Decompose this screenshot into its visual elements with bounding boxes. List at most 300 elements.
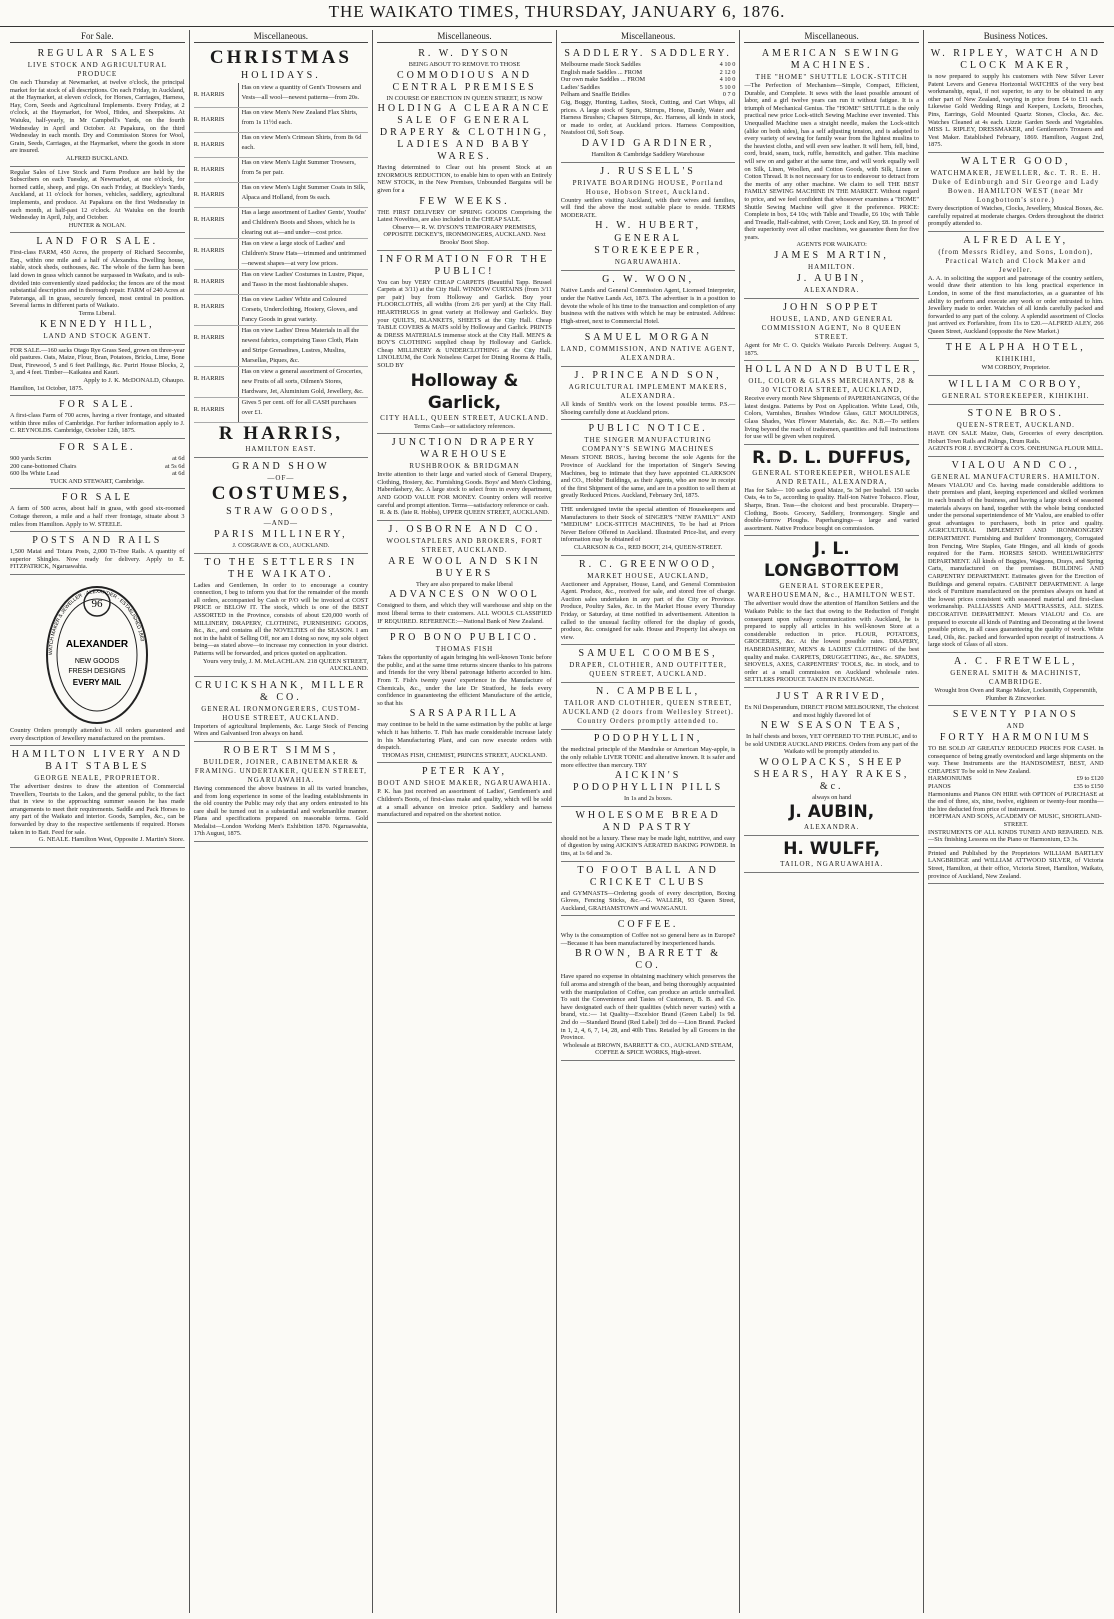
ad-subheading: THOMAS FISH <box>435 645 494 654</box>
ad-campbell <box>561 683 736 730</box>
ad-body: Every description of Watches, Clocks, Jewellery, Musical Boxes, &c. carefully repaired at moderate charges. Orders throughout the district promptly attended to. <box>927 204 1104 228</box>
ad-body: Wrought Iron Oven and Range Maker, Locksmith, Coppersmith, Plumber & Zincworker. <box>934 686 1098 702</box>
price-row <box>10 470 185 478</box>
ad-body: The advertiser would draw the attention of Hamilton Settlers and the Waikato Public to the fact that owing to the Reduction of Freight consequent upon railway communication with Auckland, he is prepared to supply all articles in his well-known Store at a considerable reduction in price. FLOUR, POTATOES, GROCERIES, &c. At the lowest possible rates. DRAPERY, HABERDASHERY, MEN'S & LADIES' CLOTHING of the best quality and make. CARPETS, DRUGGETTING, &c., &c. SPADES, SHOVELS, AXES, CARPENTERS' TOOLS, &c. in stock, and to order at a small commission on Auckland wholesale rates. SETTLERS PRODUCE TAKEN IN EXCHANGE. <box>744 600 919 684</box>
ad-longbottom <box>744 536 919 688</box>
ad-body: Having determined to Clear out his present Stock at an ENORMOUS REDUCTION, to enable him to open with an Entirely NEW STOCK, in the New Premises, Unbounded Bargains will be given for a <box>377 164 552 194</box>
ad-subheading: GENERAL STOREKEEPER, WHOLESALE AND RETAIL, ALEXANDRA, <box>752 468 912 486</box>
ad-heading: KENNEDY HILL, <box>39 318 155 330</box>
ad-body: AGENTS FOR J. BYCROFT & CO'S. ONEHUNGA FLOUR MILL. <box>928 445 1104 453</box>
ad-body: A farm of 500 acres, about half in grass, with good six-roomed Cottage thereon, a mile and a half river frontage, situate about 3 miles from Hamilton. Apply to W. STEELE. <box>10 505 185 528</box>
ad-osborne <box>377 521 552 629</box>
emblem-name: ALEXANDER <box>66 638 129 650</box>
harris-item: Has on view Men's Crimean Shirts, from 8s 6d each. <box>238 133 369 157</box>
ad-russell <box>561 163 736 272</box>
ad-subheading: WATCHMAKER, JEWELLER, &c. T. R. E. H. Duke of Edinburgh and Sir George and Lady Bowen. HAMILTON WEST (near Mr Longbottom's store.) <box>930 168 1102 204</box>
price-row <box>10 455 185 463</box>
ad-saddlery <box>561 45 736 163</box>
ad-subheading: FORTY HARMONIUMS <box>939 732 1092 744</box>
ad-body: Ex Nil Desperandum, DIRECT FROM MELBOURNE, The choicest and most highly flavored lot of <box>744 703 919 719</box>
ad-heading: H. WULFF, <box>783 839 881 860</box>
ad-subheading: HOLIDAYS. <box>241 70 321 81</box>
ad-heading: POSTS AND RAILS <box>32 535 163 547</box>
ad-line: BEING ABOUT TO REMOVE TO THOSE <box>408 61 521 68</box>
watch-emblem-icon <box>10 577 185 727</box>
ad-divider-text: —AND— <box>263 519 298 527</box>
price-row <box>10 463 185 471</box>
ad-signature: G. NEALE. Hamilton West, Opposite J. Martin's Store. <box>38 836 185 844</box>
ad-heading: TO THE SETTLERS IN THE WAIKATO. <box>204 556 358 580</box>
ad-line: SARSAPARILLA <box>409 708 520 720</box>
ad-body: Why is the consumption of Coffee not so general here as in Europe?—Because it has been manufactured by inexperienced hands. <box>560 932 736 947</box>
ad-signature: WM CORBOY, Proprietor. <box>981 364 1050 372</box>
imprint-text: Printed and Published by the Proprietors WILLIAM BARTLEY LANGBRIDGE and WILLIAM ATTWOOD SILVER, of Victoria Street, Hamilton, at their office, Victoria Street, Hamilton, Waikato, province of Auckland, New Zealand. <box>927 849 1104 880</box>
ad-signature: DAVID GARDINER, <box>581 137 715 149</box>
harris-item: Has a large assortment of Ladies' Gents', Youths' and Children's Boots and Shoes, which he is clearing out at—and under—cost price. <box>238 208 369 238</box>
ad-heading: GENERAL STOREKEEPER, <box>594 233 702 257</box>
column-for-sale <box>6 30 190 1613</box>
ad-body: A first-class Farm of 700 acres, having a river frontage, and situated within three miles of Cambridge. For further information apply to J. C. REYNOLDS. Cambridge, October 12th, 1875. <box>10 412 185 435</box>
ad-heading: TO FOOT BALL AND CRICKET CLUBS <box>577 864 719 888</box>
ad-coombes <box>561 645 736 683</box>
ad-subheading: LAND AND STOCK AGENT. <box>43 331 152 340</box>
ad-signature: HOFFMAN AND SONS, ACADEMY OF MUSIC, SHORTLAND-STREET. <box>929 813 1102 829</box>
ad-body: A. A. in soliciting the support and patronage of the country settlers, would draw their attention to his long practical experience in London, in some of the first manufactories, as a guarantee of his ability to perform and execute any work or order entrusted to him. Jewellery made to order. Watches of all kinds carefully packed and forwarded to any part of the colony. A splendid assortment of Clocks just arrived ex Forfarshire, from 11s to £20.—ALFRED ALEY, 266 Queen Street, Auckland (opposite the New Market.) <box>927 274 1104 335</box>
price-row <box>928 775 1104 783</box>
ad-livery-stables <box>10 746 185 848</box>
ad-body: INSTRUMENTS OF ALL KINDS TUNED AND REPAIRED. N.B.—Six finishing Lessons on the Piano or Harmonium, £3 3s. <box>927 828 1104 844</box>
agent-town: HAMILTON. <box>808 263 856 272</box>
ad-body: In half chests and boxes, YET OFFERED TO THE PUBLIC, and to be sold UNDER AUCKLAND PRICES. Orders from any part of the Waikato will be promptly attended to. <box>745 733 919 756</box>
column-business-notices <box>924 30 1108 1613</box>
ad-posts-rails <box>10 532 185 575</box>
ad-body: Having commenced the above business in all its varied branches, and from long experience in some of the leading establishments in the old country the Public may rely that any orders entrusted to his care shall be turned out in a substantial and workmanlike manner. Plans and specifications prepared on reasonable terms. Gold Medalist—London Working Men's Exhibition 1870. Ngaruawahia, 17th August, 1875. <box>193 784 369 838</box>
ad-subheading: DRAPER, CLOTHIER, AND OUTFITTER, QUEEN STREET, AUCKLAND. <box>569 661 727 679</box>
ad-subheading: HOUSE, LAND, AND GENERAL COMMISSION AGENT, No 8 QUEEN STREET. <box>761 315 902 342</box>
ad-subheading: (from Messrs Ridley, and Sons, London), Practical Watch and Clock Maker and Jeweller. <box>938 247 1094 274</box>
ad-stone-bros <box>928 405 1104 457</box>
ad-duffus <box>744 445 919 537</box>
price-row <box>561 61 736 69</box>
ad-body: Takes the opportunity of again bringing his well-known Tonic before the public, and at the same time returns sincere thanks to his patrons and friends for the very liberal patronage hitherto accorded to him. From T. Fish's twenty years' experience in the Manufacture of Chemicals, &c., under the late Dr Stratford, he feels every confidence in guaranteeing the efficient Manufacture of the article, so that his <box>377 654 552 707</box>
ad-subheading: In 1s and 2s boxes. <box>624 795 673 803</box>
ad-subheading: OIL, COLOR & GLASS MERCHANTS, 28 & 30 VICTORIA STREET, AUCKLAND, <box>748 377 915 395</box>
harris-item: Has on view Men's Light Summer Trowsers, from 5s per pair. <box>238 158 369 182</box>
ad-heading: PUBLIC NOTICE. <box>588 423 708 435</box>
ad-body: Ladies and Gentlemen, In order to to encourage a country connection, I beg to inform you that for the remainder of the month all orders, accompanied by Cash or P/O will be invoiced at COST PRICE or BELOW IT. The stock, which is one of the BEST ASSORTED in the Province, consists of about £20,000 worth of MILLINERY, DRAPERY, CLOTHING, FURNISHING GOODS, &c., &c., and contains all the NOVELTIES of the SEASON. I am not in the habit of Selling Off, nor am I doing so now, my sole object being—as stated above—to increase my connection in your district. Patterns will be forwarded, and prices quoted on application. <box>193 581 369 657</box>
agent-town: ALEXANDRA. <box>804 286 860 295</box>
harris-item: Has on view a large stock of Ladies' and Children's Straw Hats—trimmed and untrimmed—newest shapes—at very low prices. <box>238 239 369 269</box>
ad-line: IN COURSE OF ERECTION IN QUEEN STREET, IS NOW <box>386 94 543 102</box>
ad-podophyllin <box>561 730 736 806</box>
price: at 5s 6d <box>165 462 185 470</box>
ad-ripley <box>928 45 1104 153</box>
item: 200 cane-bottomed Chairs <box>10 462 77 470</box>
column-heading: Business Notices. <box>928 30 1104 43</box>
agent-name: J. AUBIN, <box>796 273 867 285</box>
column-misc-5 <box>740 30 924 1613</box>
ad-subheading: TAILOR AND CLOTHIER, QUEEN STREET, AUCKLAND (2 doors from Wellesley Street). Country Orders promptly attended to. <box>562 699 734 726</box>
ad-subheading: THE SINGER MANUFACTURING COMPANY'S SEWING MACHINES <box>582 436 714 454</box>
ad-heading: J. OSBORNE AND CO. <box>388 523 541 535</box>
ad-samuel-morgan <box>561 329 736 367</box>
harris-row <box>194 367 369 398</box>
ad-divider-text: AND <box>1006 722 1025 731</box>
ad-body: may continue to be held in the same estimation by the public at large which it has hitherto. T. Fish has made considerable increase lately in his Manufacturing Plant, and can now execute orders with despatch. <box>377 721 552 752</box>
ad-body: On each Thursday at Newmarket, at twelve o'clock, the principal market for fat stock of all descriptions. On each Friday, in Auckland, at the Haymarket, at eleven o'clock, for Horses, Carriages, Harness, Hay, Corn, Seeds and Agricultural Implements. Every Friday, at 2 o'clock, at the Haymarket, for Wool, Hides, and Sheepskins. At Waiuku, half-yearly, in Mr Campbell's Yards, on the fourth Wednesday in April and October. At Papakura, on the third Wednesday in each month. Dry and Commission Stores for Wool, Grain, Seeds, Carriages, at the Haymarket, where the goods in store are insured. <box>10 79 185 155</box>
ad-subheading: GENERAL MANUFACTURERS. HAMILTON. <box>931 472 1101 481</box>
ad-body: should not be a luxury. These may be made light, nutritive, and easy of digestion by using AICKIN'S AERATED BAKING POWDER. In tins, at 1s 6d and 3s. <box>560 834 736 857</box>
harris-list <box>194 83 369 423</box>
ad-woon <box>561 271 736 329</box>
ad-peter-kay <box>377 763 552 822</box>
ad-body: Agent for Mr C. O. Quick's Waikato Parcels Delivery. August 5, 1875. <box>744 342 919 357</box>
ad-body: Has for Sale— 100 sacks good Maize, 5s 3d per bushel. 150 sacks Oats, 4s to 5s, according to quality. Half-ton Native Tobacco. Flour, Sharps, Bran. Teas—the choicest and best procurable. Drapery—Clothing, Boots. Grocery, Saddlery, Ironmongery. Single and double-furrow Ploughs. Paperhangings—a large and varied assortment. Native Produce bought on commission. <box>744 486 919 532</box>
column-heading: Miscellaneous. <box>561 30 736 43</box>
ad-public-notice <box>561 420 736 504</box>
ad-signature: THOMAS FISH, CHEMIST, PRINCES STREET, AUCKLAND. <box>381 751 548 759</box>
ad-subheading: GENERAL STOREKEEPER, KIHIKIHI. <box>942 392 1090 401</box>
harris-item: Has on view Ladies' White and Coloured Corsets, Underclothing, Hosiery, Gloves, and Fancy Goods in great variety. <box>238 295 369 325</box>
ad-clarkson <box>561 504 736 556</box>
ad-subheading: GENERAL SMITH & MACHINIST, CAMBRIDGE. <box>950 668 1082 686</box>
price-row <box>561 91 736 99</box>
ad-alexander-jeweller <box>10 575 185 746</box>
ad-body: You can buy VERY CHEAP CARPETS (Beautiful Tapp. Brussel Carpets at 3/11) at the City Hall. WINDOW CURTAINS (from 3/11 per pair) buy from Holloway and Garlick. Buy your FLOORCLOTHS, all widths (from 2/6 per yard) at the City Hall. HEARTHRUGS in great variety at Holloway and Garlick's. Buy your QUILTS, BLANKETS, SHEETS at the City Hall. Cheap TABLE COVERS & MATS sold by Holloway and Garlick. PRINTS & DRESS MATERIALS immense stock at the City Hall. MEN'S & BOY'S CLOTHING supplied cheap by Holloway and Garlick. Cheap MILLINERY & UNDERCLOTHING at the City Hall. LINOLEUM, the Cork Noiseless Carpet for Dining Rooms & Halls, SOLD BY <box>377 278 552 370</box>
harris-label: R. HARRIS <box>193 166 225 173</box>
ad-subheading: NGARUAWAHIA. <box>614 258 682 267</box>
ad-heading: THE ALPHA HOTEL, <box>945 342 1086 354</box>
item: Pelham and Snaffle Bridles <box>560 91 630 99</box>
ad-regular-sales <box>10 45 185 167</box>
harris-label: R. HARRIS <box>193 303 225 310</box>
harris-label: R. HARRIS <box>193 334 225 341</box>
ad-body: FOR SALE.—160 sacks Otago Rye Grass Seed, grown on three-year old pastures. Oats, Maize, Flour, Bran, Potatoes, Bricks, Lime, Bone Dust, Firewood, 5 and 6 feet Paillings, &c. Puriri House Blocks, 2, 3, and 4 feet. Timber—Kaikatea and Kauri. <box>10 346 185 377</box>
harris-item: Has on view Men's New Zealand Flax Shirts, from 1s 11½d each. <box>238 108 369 132</box>
ad-coffee <box>561 916 736 1061</box>
ad-subheading: QUEEN-STREET, AUCKLAND. <box>956 421 1075 430</box>
harris-item: Has on view Ladies' Costumes in Lustre, Pique, and Tasso in the most fashionable shapes. <box>238 270 369 294</box>
harris-item: Gives 5 per cent. off for all CASH purchases over £1. <box>238 398 369 422</box>
ad-heading: HAMILTON LIVERY AND BAIT STABLES <box>11 749 183 773</box>
ad-body: Messrs STONE BROS., having become the sole Agents for the Province of Auckland for the importation of Singer's Sewing Machines, beg to intimate that they have appointed CLARKSON and CO., Hobbs' Buildings, as their Agents, who are now in receipt of the first Shipment of the same, and are in a position to sell them at greatly Reduced Prices. Auckland, February 3rd, 1875. <box>560 454 736 500</box>
ad-line: ARE WOOL AND SKIN BUYERS <box>388 555 541 579</box>
ad-body: TO BE SOLD AT GREATLY REDUCED PRICES FOR CASH. In consequence of being greatly overstocked and large shipments on the way. These Instruments are the HANDSOMEST, BEST, AND CHEAPEST To be sold in New Zealand. <box>927 745 1104 775</box>
ad-line: BROWN, BARRETT & CO. <box>575 948 722 972</box>
ad-walter-good <box>928 153 1104 232</box>
ad-subheading: AGRICULTURAL IMPLEMENT MAKERS, ALEXANDRA. <box>568 383 728 401</box>
ad-heading: HOLLAND AND BUTLER, <box>745 364 919 376</box>
ad-heading: W. RIPLEY, WATCH AND CLOCK MAKER, <box>930 48 1101 71</box>
ad-subheading: LIVE STOCK AND AGRICULTURAL PRODUCE <box>27 61 167 78</box>
harris-label: R. HARRIS <box>193 406 225 413</box>
ad-heading: STONE BROS. <box>967 408 1064 420</box>
price: £9 to £120 <box>1076 775 1104 783</box>
price: 0 7 0 <box>722 91 736 99</box>
item: HARMONIUMS <box>927 775 972 783</box>
ad-signature: J. AUBIN, <box>789 802 875 823</box>
ad-baking-powder <box>561 807 736 862</box>
ad-signature-line: Hamilton & Cambridge Saddlery Warehouse <box>591 150 705 158</box>
columns <box>6 30 1108 1613</box>
ad-pianos <box>928 706 1104 848</box>
ad-heading: FOR SALE. <box>59 441 136 453</box>
item: Our own make Saddles ... FROM <box>560 76 646 84</box>
ad-subheading: LAND, COMMISSION, AND NATIVE AGENT, ALEXANDRA. <box>560 345 736 363</box>
harris-row <box>194 239 369 270</box>
ad-body: Consigned to them, and which they will warehouse and ship on the most liberal terms to their customers. ALL WOOLS CLASSIFIED IF REQUIRED. REFERENCE:—National Bank of New Zealand. <box>377 602 552 625</box>
ad-fretwell <box>928 653 1104 706</box>
agent-name: JAMES MARTIN, <box>774 250 889 262</box>
harris-label: R. HARRIS <box>193 191 225 198</box>
ad-signature: Wholesale at BROWN, BARRETT & CO., AUCKLAND STEAM, COFFEE & SPICE WORKS, High-street. <box>562 1041 734 1057</box>
ad-farm-500 <box>10 489 185 532</box>
ad-scrim-chairs <box>10 439 185 489</box>
ad-heading: PETER KAY, <box>421 766 507 778</box>
ad-body: Have spared no expense in obtaining machinery which preserves the full aroma and strength of the bean, and being thoroughly acquainted with the manipulation of Coffee, can produce an article unrivalled. To suit the Convenience and Tastes of Customers, B. B. and Co. have designated each of their qualities (which never varies) with a brand, viz.:— 1st Quality—Excelsior Brand (Green Label) 1s 9d. 2nd do —Standard Brand (Red Label) 3rd do —Lion Brand. Packed in 1, 2, 4, 6, 7, 14, 28, and 40lb Tins. Retailed by all Grocers in the Province. <box>560 973 736 1042</box>
harris-label: R. HARRIS <box>193 116 225 123</box>
ad-holloway-garlick <box>377 251 552 435</box>
ad-land-for-sale <box>10 233 185 344</box>
ad-body: Native Lands and General Commission Agent, Licensed Interpreter, under the Native Lands Act, 1873. The advertiser is in a position to devote the whole of his time to the transaction and completion of any business with the natives with which he may be entrusted. Address: High-street, next to Commercial Hotel. <box>560 287 736 325</box>
ad-body: is now prepared to supply his customers with New Silver Lever Patent Levers and Geneva Horizontal WATCHES of the very best workmanship, equal, if not superior, to any to be obtained in any other part of New Zealand, varying in price from £4 to £11 each. Likewise Gold Wedding Rings and Keepers, Lockets, Brooches, Pins, Earrings, Gold Mounted Quartz Stones, Clocks, &c. &c. Watches Cleaned at 4s each. Lizzie Garden Seeds and Vegetables. MISS L. RIPLEY, DRESSMAKER, and Gentlemen's Trousers and Vest Maker. Established February, 1869. Hamilton, August 2nd, 1875. <box>927 73 1104 149</box>
ad-subheading: GENERAL IRONMONGERERS, CUSTOM-HOUSE STREET, AUCKLAND. <box>201 704 361 722</box>
emblem-line-1: NEW GOODS <box>75 657 120 665</box>
ad-signature: J. COSGRAVE & CO., AUCKLAND. <box>232 542 330 549</box>
ad-date: Hamilton, 1st October, 1875. <box>10 384 84 392</box>
ad-heading: G. W. WOON, <box>602 274 695 286</box>
ad-signature: Terms Liberal. <box>78 310 116 318</box>
item: Ladies' Saddles <box>560 83 600 91</box>
ad-body: THE FIRST DELIVERY OF SPRING GOODS Comprising the Latest Novelties, are also included in the CHEAP SALE. <box>377 208 552 224</box>
ad-heading: GRAND SHOW <box>232 461 330 472</box>
ad-wulff <box>744 836 919 873</box>
ad-mclachlan <box>194 554 369 677</box>
ad-subheading: GEORGE NEALE, PROPRIETOR. <box>34 774 161 783</box>
price: at 6d <box>172 470 185 478</box>
ad-body: Invite attention to their large and varied stock of General Drapery, Clothing, Hosiery, &c. Furnishing Goods. Boys' and Men's Clothing, Haberdashery, &c. A large stock to select from in every department, AND GOOD VALUE FOR MONEY. Country orders will receive careful and prompt attention. Terms—satisfactory reference or cash. <box>377 471 552 509</box>
emblem-line-2: FRESH DESIGNS <box>68 667 126 675</box>
harris-row <box>194 326 369 367</box>
ad-body: The advertiser desires to draw the attention of Commercial Travellers, Tourists to the Lakes, and the general public, to the fact that in view to the approaching summer season he has made arrangements to meet their requirements. Saddle and Pack Horses to any part of the Waikato and interior. Goods, Samples, &c., can be forwarded by dray to the respective settlements if required. Horses taken in to Bait. Feed for sale. <box>10 783 185 836</box>
harris-row <box>194 133 369 158</box>
ad-heading: LAND FOR SALE. <box>36 236 159 248</box>
harris-row <box>194 270 369 295</box>
ad-heading: WALTER GOOD, <box>961 155 1071 167</box>
price: 2 12 0 <box>719 68 736 76</box>
ad-signature-town: ALEXANDRA. <box>804 823 860 832</box>
ad-body: First-class FARM, 450 Acres, the property of Richard Seccombe, Esq., within one mile and a half of Alexandra. Dwelling house, stable, stock sheds, outhouses, &c. The whole of the farm has been laid down in grass which cannot be surpassed in Waikato, and is sub-divided into conveniently sized paddocks; the fences are of the most substantial description and in thorough repair. FARM of 240 Acres at Pateranga, all in grass, securely fenced, most central in position. Several farms in different parts of Waikato. <box>10 249 185 310</box>
harris-item: Has on view a general assortment of Groceries, new Fruits of all sorts, Oilmen's Stores, Hardware, Jet, Aluminium Gold, Jewellery, &c. <box>238 367 369 397</box>
ad-heading: REGULAR SALES <box>37 48 157 59</box>
ad-vialou <box>928 457 1104 653</box>
ad-heading: FOR SALE. <box>59 399 136 411</box>
ad-subheading: PRIVATE BOARDING HOUSE, Portland House, Hobson Street, Auckland. <box>572 178 724 196</box>
harris-label: R. HARRIS <box>193 375 225 382</box>
ad-line: WOOLPACKS, SHEEP SHEARS, HAY RAKES, &c. <box>753 756 910 792</box>
ad-sewing-machines <box>744 45 919 299</box>
ad-heading: SADDLERY. SADDLERY. <box>564 48 732 59</box>
item: PIANOS <box>927 783 951 791</box>
ad-heading: AMERICAN SEWING MACHINES. <box>761 48 902 71</box>
ad-body: Regular Sales of Live Stock and Farm Produce are held by the Subscribers on each Tuesday, at Newmarket, at one o'clock, for horned cattle, sheep, and pigs. On each Friday, at Buckley's Yards, Auckland, at 11 o'clock for horses, vehicles, saddlery, agricultural implements, and produce. At Papakura on the first Wednesday in each month, at half-past 12 o'clock. At Waiuku on the fourth Wednesday in April, July, and October. <box>10 168 185 222</box>
ad-body: All kinds of Smith's work on the lowest possible terms. P.S.—Shoeing carefully done at Auckland prices. <box>560 401 736 416</box>
emblem-ring-text: WATCH MAKER & JEWELLER · ALEXANDER · ESTABLISHED 1863 <box>48 588 146 656</box>
ad-heading: J. L. LONGBOTTOM <box>764 539 900 582</box>
ad-prince-son <box>561 367 736 420</box>
ad-subheading: RUSHBROOK & BRIDGMAN <box>409 462 520 471</box>
ad-subheading: TAILOR, NGARUAWAHIA. <box>780 860 884 869</box>
harris-label: R. HARRIS <box>193 216 225 223</box>
harris-row <box>194 183 369 208</box>
ad-heading: R. C. GREENWOOD, <box>578 558 718 570</box>
ad-subheading: KIHIKIHI, <box>995 355 1036 364</box>
ad-heading: CRUICKSHANK, MILLER & CO. <box>195 679 367 703</box>
ad-junction-drapery <box>377 434 552 521</box>
harris-item: Has on view a quantity of Gent's Trowsers and Vests—all wool—newest patterns—from 20s. <box>238 83 369 107</box>
price: at 6d <box>172 454 185 462</box>
ad-heading: WILLIAM CORBOY, <box>948 379 1084 391</box>
ad-body: the medicinal principle of the Mandrake or American May-apple, is the only reliable LIVER TONIC and alterative known. It is safer and more effective than mercury. TRY <box>560 746 736 769</box>
ad-signature: R HARRIS, <box>218 423 343 444</box>
harris-label: R. HARRIS <box>193 247 225 254</box>
item: Melbourne made Stock Saddles <box>560 61 641 68</box>
ad-line: ADVANCES ON WOOL <box>389 589 540 601</box>
harris-label: R. HARRIS <box>193 91 225 98</box>
ad-signature: Apply to J. K. McDONALD, Ohaupo. <box>83 377 185 384</box>
harris-row <box>194 83 369 108</box>
ad-body: Receive every month New Shipments of PAPERHANGINGS, Of the latest designs. Patterns by Post on Application. White Lead, Oils, Colors, Varnishes, Brushes Window Glass, GILT MOULDINGS, Glass Shades, Wax Flower Materials, &c. &c. N.B.—To settlers living beyond the reach of tradesmen, quantities and full instructions for use will be given when required. <box>744 395 919 441</box>
column-misc-4 <box>557 30 741 1613</box>
ad-body: Harmoniums and Pianos ON HIRE with OPTION of PURCHASE at the end of three, six, nine, twelve, eighteen or twenty-four months—the hire deducted from price of instrument. <box>927 790 1104 813</box>
ad-signature: R. & B. (late R. Hobbs), UPPER QUEEN STREET, AUCKLAND. <box>379 509 550 517</box>
ad-subheading: GENERAL STOREKEEPER, WAREHOUSEMAN, &c., HAMILTON WEST. <box>747 582 916 600</box>
ad-line: They are also prepared to make liberal <box>416 580 513 588</box>
item: 600 lbs White Lead <box>10 470 60 478</box>
harris-item: Has on view Men's Light Summer Coats in Silk, Alpaca and Holland, from 9s each. <box>238 183 369 207</box>
ad-body: Gig, Buggy, Hunting, Ladies, Stock, Cutting, and Cart Whips, all prices. A large stock of Spurs, Stirrups, Horse, Dandy, Water and Harness Brushes; Chapses Stirrups, &c. Harness, all kinds in stock, or made to order, at Auckland prices. Harness Composition, Neatsfoot Oil, Soft Soap. <box>560 98 736 137</box>
ad-heading: PRO BONO PUBLICO. <box>389 632 540 644</box>
ad-heading-costumes: COSTUMES, <box>211 483 351 504</box>
ad-subheading: always on hand <box>812 793 852 801</box>
ad-robert-simms <box>194 742 369 842</box>
price-row <box>561 84 736 92</box>
ad-body: P. K. has just received an assortment of Ladies', Gentlemen's and Children's Boots, of first-class make and quality, which will be sold at a small advance on invoice price. Saddlery and harness manufactured and repaired on the shortest notice. <box>377 788 552 819</box>
harris-row <box>194 295 369 326</box>
harris-label: R. HARRIS <box>193 278 225 285</box>
ad-signature: Yours very truly, J. M. McLACHLAN. 218 QUEEN STREET, AUCKLAND. <box>202 657 369 673</box>
ad-heading: R. W. DYSON <box>418 48 511 59</box>
harris-label: R. HARRIS <box>193 141 225 148</box>
harris-row <box>194 158 369 183</box>
ad-terms: Terms Cash—or satisfactory references. <box>414 422 515 430</box>
item: English made Saddles ... FROM <box>560 68 643 76</box>
ad-christmas-harris <box>194 45 369 458</box>
ad-subheading: BUILDER, JOINER, CABINETMAKER & FRAMING. UNDERTAKER, QUEEN STREET, NGARUAWAHIA. <box>194 757 367 784</box>
ad-body: 1,500 Matai and Totara Posts, 2,000 Ti-Tree Rails. A quantity of superior Shingles. Now ready for delivery. Apply to E. FITZPATRICK, Ngaruawahia. <box>10 548 185 571</box>
ad-heading: JUNCTION DRAPERY WAREHOUSE <box>391 437 538 461</box>
price: £35 to £150 <box>1073 783 1104 791</box>
ad-body: THE undersigned invite the special attention of Housekeepers and Manufacturers to their Stock of SINGER'S "NEW FAMILY" AND "MEDIUM" LOCK-STITCH MACHINES, To be had at Prices Never Before Offered in Auckland. Illustrated Price-list, and every information may be obtained of <box>560 506 736 544</box>
ad-farm-700 <box>10 396 185 439</box>
harris-row <box>194 208 369 239</box>
price: 5 10 0 <box>719 83 736 91</box>
ad-subheading: HAMILTON EAST. <box>245 445 317 453</box>
ad-corboy <box>928 376 1104 405</box>
ad-subheading: MARKET HOUSE, AUCKLAND, <box>587 571 709 580</box>
ad-heading: VIALOU AND CO., <box>951 459 1080 471</box>
ad-heading: WHOLESOME BREAD AND PASTRY <box>575 809 721 833</box>
harris-row <box>194 108 369 133</box>
ad-body: HAVE ON SALE Maize, Oats, Groceries of every description. Hobart Town Rails and Palings, Drum Rails. <box>927 430 1104 445</box>
ad-heading: COFFEE. <box>617 919 679 931</box>
ad-body: Importers of agricultural Implements, &c. Large Stock of Fencing Wires and Galvanised Iron always on hand. <box>193 722 369 738</box>
ad-heading: ROBERT SIMMS, <box>223 744 339 756</box>
ad-heading: J. PRINCE AND SON, <box>574 370 722 382</box>
column-heading: For Sale. <box>10 30 185 43</box>
item: 900 yards Scrim <box>10 454 52 462</box>
ad-signature: TUCK AND STEWART, Cambridge. <box>50 477 145 485</box>
price-row <box>561 69 736 77</box>
ad-subheading: THE "HOME" SHUTTLE LOCK-STITCH <box>755 73 908 81</box>
ad-heading: ALFRED ALEY, <box>963 234 1069 246</box>
ad-cruickshank <box>194 677 369 742</box>
harris-item: Has on view Ladies' Dress Materials in all the newest fabrics, comprising Tasso Cloth, Plain and Stripe Grenadines, Lustres, Muslins, Marsellas, Piques, &c. <box>238 326 369 366</box>
ad-line: NEW SEASON TEAS, <box>760 720 903 732</box>
emblem-line-3: EVERY MAIL <box>73 677 122 687</box>
price: 4 10 0 <box>719 61 736 68</box>
ad-heading: JOHN SOPPET <box>783 302 881 314</box>
ad-body: Messrs VIALOU and Co. having made considerable additions to their premises and plant, keeping experienced and skilled workmen in each branch of the business, and having a large stock of seasoned materials always on hand, together with the whole being conducted under the personal superintendence of Mr Vialou, are enabled to offer great advantages to purchasers, both in price and quality. AGRICULTURAL IMPLEMENT AND IRONMONGERY DEPARTMENT. Furnishing and Builders' Ironmongery, Corrugated Iron Fencing, Wire Staples, Gate Hinges, and all kinds of goods required for the Farm. HORSES SHOD. WHEELWRIGHTS' DEPARTMENT. All kinds of Buggies, Waggons, Drays, and Spring Carts, manufactured on the premises. BUILDING AND CARPENTRY DEPARTMENT. Estimates given for the Erection of Buildings and general repairs. CABINET DEPARTMENT. A large stock of Furniture manufactured on the premises always on hand at the lowest prices consistent with seasoned material and first-class workmanship. PALLIASSES AND MATTRASSES, ALL SIZES. DECORATIVE DEPARTMENT. Messrs VIALOU and Co. are prepared to execute all kinds of Painting and Decorating at the lowest possible prices, in all cases guaranteeing the quality of work. White Lead, Oils, &c. packed and forwarded upon receipt of instructions. A large stock of Glass of all sizes. <box>927 481 1104 649</box>
ad-soppet <box>744 299 919 361</box>
ad-subheading: CITY HALL, QUEEN STREET, AUCKLAND. <box>380 413 549 422</box>
ad-signature: ALFRED BUCKLAND. <box>65 154 129 162</box>
ad-body: and GYMNASTS—Ordering goods of every description, Boxing Gloves, Fencing Sticks, &c.—G. WALLER, 93 Queen Street, Auckland, GRAHAMSTOWN and WANGANUI. <box>560 889 736 912</box>
ad-heading: SAMUEL MORGAN <box>584 332 712 344</box>
ad-signature: HUNTER & NOLAN. <box>68 221 126 229</box>
ad-heading: INFORMATION FOR THE PUBLIC! <box>379 253 550 277</box>
ad-just-arrived <box>744 688 919 837</box>
ad-greenwood <box>561 556 736 646</box>
ad-line: PARIS MILLINERY, <box>214 529 348 540</box>
price-row <box>928 783 1104 791</box>
ad-line: STRAW GOODS, <box>226 506 336 517</box>
ad-alfred-aley <box>928 232 1104 340</box>
ad-subheading: WOOLSTAPLERS AND BROKERS, FORT STREET, AUCKLAND. <box>386 536 543 554</box>
ad-heading: PODOPHYLLIN, <box>593 733 703 745</box>
column-heading: Miscellaneous. <box>194 30 369 43</box>
ad-heading: SAMUEL COOMBES, <box>578 648 718 660</box>
ad-signature: H. W. HUBERT, <box>595 220 701 232</box>
column-misc-2 <box>190 30 374 1613</box>
ad-holland-butler <box>744 361 919 445</box>
ad-heading: CHRISTMAS <box>209 47 352 68</box>
masthead: THE WAIKATO TIMES, THURSDAY, JANUARY 6, 1876. <box>0 0 1114 27</box>
ad-heading: JUST ARRIVED, <box>776 690 887 702</box>
svg-text:96: 96 <box>91 597 103 610</box>
price-list <box>561 61 736 99</box>
ad-line: COMMODIOUS AND CENTRAL PREMISES <box>392 69 537 93</box>
ad-body: Country Orders promptly attended to. All orders guaranteed and every description of Jewellery manufactured on the premises. <box>10 726 185 742</box>
ad-waller <box>561 862 736 917</box>
ad-heading: SEVENTY PIANOS <box>952 709 1079 721</box>
ad-heading-holloway: Holloway & Garlick, <box>410 370 519 413</box>
ad-heading: J. RUSSELL'S <box>600 165 696 177</box>
ad-body: Country settlers visiting Auckland, with their wives and families, will find the above the most suitable place to reside. TERMS MODERATE. <box>560 196 736 219</box>
harris-row <box>194 398 369 423</box>
ad-body: —The Perfection of Mechanism—Simple, Compact, Efficient, Durable, and Complete. It sews with the least possible amount of labor, and a girl twelve years can run it without fatigue. It is a triumph of Mechanical Genius. The "HOME" SHUTTLE is the only practical new price Lock-stitch Sewing Machine ever invented. This Unequalled Machine uses a straight needle, makes the Lock-stitch (alike on both sides), has a self adjusting tension, and is adapted to every variety of sewing for family wear from the lightest muslins to the heaviest cloths, and will even sew leather. It will hem, fell, bind, cord, braid, seam, tuck, ruffle, hemstitch, and gather. This machine will sew on and gather at the same time, and will work equally well on Silk, Linen, Woollen, and Cotton Goods, with Silk, Linen or Cotton Thread. It is not necessary for us to endeavour to detract from the merits of any other machine. We claim to sell THE BEST FAMILY SEWING MACHINE IN THE MARKET. Without regard to price, and we feel confident that whosoever examines a "HOME" Shuttle Sewing Machine will give it the preference. PRICE: Complete in box, £4 10s; with Table and Treadle, £6 10s; with Table and Treadle, Half-cabinet, with Cover, Lock and Key, £8. In proof of their superiority over all other machines, we guarantee them for five years. <box>744 82 919 241</box>
ad-grand-show <box>194 458 369 554</box>
